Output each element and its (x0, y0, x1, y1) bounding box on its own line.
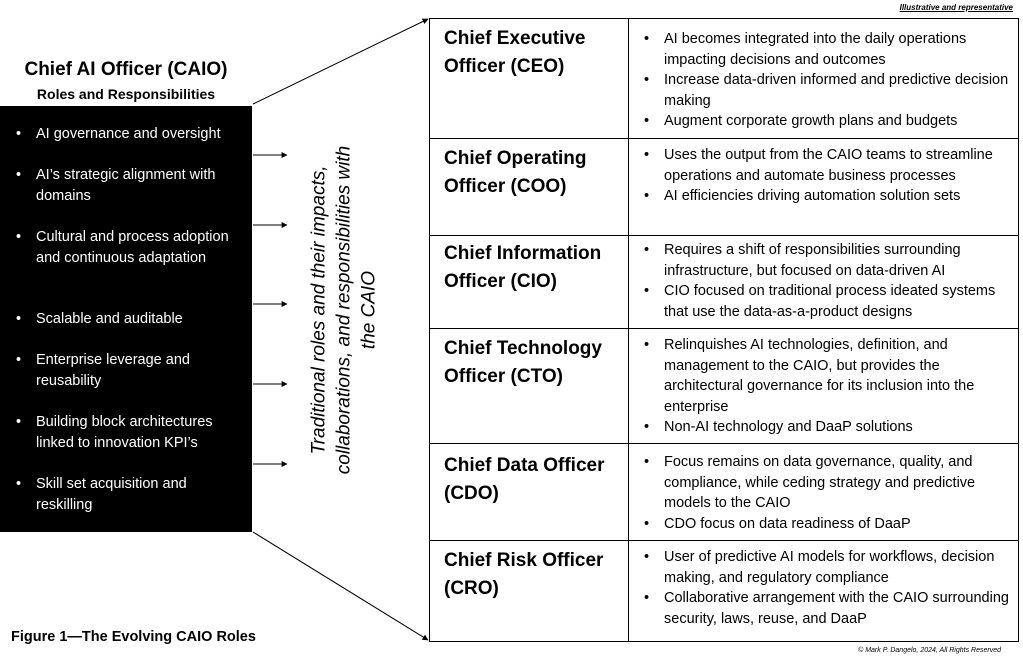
role-point (640, 240, 1012, 281)
role-point-text: Uses the output from the CAIO teams to streamline operations and automate business processes (664, 147, 993, 184)
bullet-icon: • (644, 188, 650, 204)
bullet-icon: • (16, 476, 22, 492)
bullet-icon: • (16, 311, 22, 327)
bullet-icon: • (644, 337, 650, 353)
vertical-caption: Traditional roles and their impacts, collaborations, and responsibilities with the CAIO (308, 145, 380, 475)
role-name: Chief Executive Officer (CEO) (444, 28, 586, 77)
role-point (640, 547, 1012, 588)
bullet-icon: • (644, 147, 650, 163)
illustrative-note: Illustrative and representative (899, 3, 1013, 12)
role-point (640, 186, 1012, 207)
role-point (640, 452, 1012, 514)
role-row-coo (430, 139, 1018, 236)
role-point (640, 335, 1012, 417)
responsibility-text: AI’s strategic alignment with domains (36, 167, 216, 204)
bullet-icon: • (644, 242, 650, 258)
role-point (640, 111, 1012, 132)
bullet-icon: • (644, 31, 650, 47)
role-point-text: Focus remains on data governance, quality, and compliance, while ceding strategy and predictive models to the CAIO (664, 454, 976, 511)
bullet-icon: • (644, 283, 650, 299)
role-name: Chief Risk Officer (CRO) (444, 550, 604, 599)
role-point (640, 29, 1012, 70)
responsibility-text: Enterprise leverage and reusability (36, 352, 190, 389)
role-point-text: Requires a shift of responsibilities surrounding infrastructure, but focused on data-driven AI (664, 242, 961, 279)
bullet-icon: • (644, 454, 650, 470)
caio-subtitle: Roles and Responsibilities (36, 86, 216, 102)
role-point-text: Relinquishes AI technologies, definition, and management to the CAIO, but provides the architectural governance for its inclusion into the enterprise (664, 337, 975, 415)
role-point-text: User of predictive AI models for workflows, decision making, and regulatory compliance (664, 549, 995, 586)
role-name: Chief Operating Officer (COO) (444, 148, 587, 197)
bullet-icon: • (16, 167, 22, 183)
copyright-notice: © Mark P. Dangelo, 2024, All Rights Reserved (858, 647, 1001, 654)
bullet-icon: • (16, 414, 22, 430)
bullet-icon: • (16, 126, 22, 142)
role-row-cdo (430, 444, 1018, 541)
funnel-top-arrow (253, 19, 428, 104)
role-point-text: Increase data-driven informed and predictive decision making (664, 72, 1009, 109)
bullet-icon: • (644, 549, 650, 565)
role-divider (628, 444, 629, 540)
role-point (640, 588, 1012, 629)
role-divider (628, 541, 629, 641)
funnel-bottom-arrow (253, 532, 428, 640)
role-divider (628, 329, 629, 443)
bullet-icon: • (16, 352, 22, 368)
role-points (640, 452, 1012, 534)
caio-title: Chief AI Officer (CAIO) (24, 59, 228, 80)
role-row-cro (430, 541, 1018, 641)
responsibility-text: Skill set acquisition and reskilling (36, 476, 187, 513)
role-points (640, 240, 1012, 322)
role-name: Chief Information Officer (CIO) (444, 243, 602, 292)
responsibility-text: AI governance and oversight (36, 126, 221, 142)
role-point (640, 514, 1012, 535)
role-point-text: Augment corporate growth plans and budgets (664, 113, 958, 129)
role-point (640, 281, 1012, 322)
bullet-icon: • (644, 72, 650, 88)
role-point (640, 145, 1012, 186)
bullet-icon: • (644, 113, 650, 129)
role-point-text: CIO focused on traditional process ideated systems that use the data-as-a-product designs (664, 283, 996, 320)
role-divider (628, 236, 629, 328)
bullet-icon: • (644, 419, 650, 435)
bullet-icon: • (644, 515, 650, 532)
role-divider (628, 139, 629, 235)
role-point (640, 70, 1012, 111)
role-name: Chief Technology Officer (CTO) (444, 338, 602, 387)
role-divider (628, 19, 629, 138)
responsibility-text: Cultural and process adoption and continuous adaptation (36, 229, 229, 266)
role-points (640, 547, 1012, 629)
role-row-cto (430, 329, 1018, 444)
role-points (640, 335, 1012, 438)
role-point (640, 417, 1012, 438)
role-point-text: AI efficiencies driving automation solution sets (664, 188, 961, 204)
role-point-text: CDO focus on data readiness of DaaP (664, 515, 911, 532)
role-points (640, 29, 1012, 132)
role-point-text: Non-AI technology and DaaP solutions (664, 419, 913, 435)
role-name: Chief Data Officer (CDO) (444, 455, 605, 504)
responsibility-text: Building block architectures linked to innovation KPI’s (36, 414, 213, 451)
figure-caption: Figure 1—The Evolving CAIO Roles (11, 629, 256, 645)
role-row-cio (430, 236, 1018, 329)
roles-table (429, 18, 1019, 642)
bullet-icon: • (16, 229, 22, 245)
role-point-text: AI becomes integrated into the daily operations impacting decisions and outcomes (664, 31, 967, 68)
bullet-icon: • (644, 590, 650, 606)
role-points (640, 145, 1012, 207)
role-row-ceo (430, 19, 1018, 139)
responsibility-text: Scalable and auditable (36, 311, 183, 327)
role-point-text: Collaborative arrangement with the CAIO surrounding security, laws, reuse, and DaaP (664, 590, 1009, 627)
